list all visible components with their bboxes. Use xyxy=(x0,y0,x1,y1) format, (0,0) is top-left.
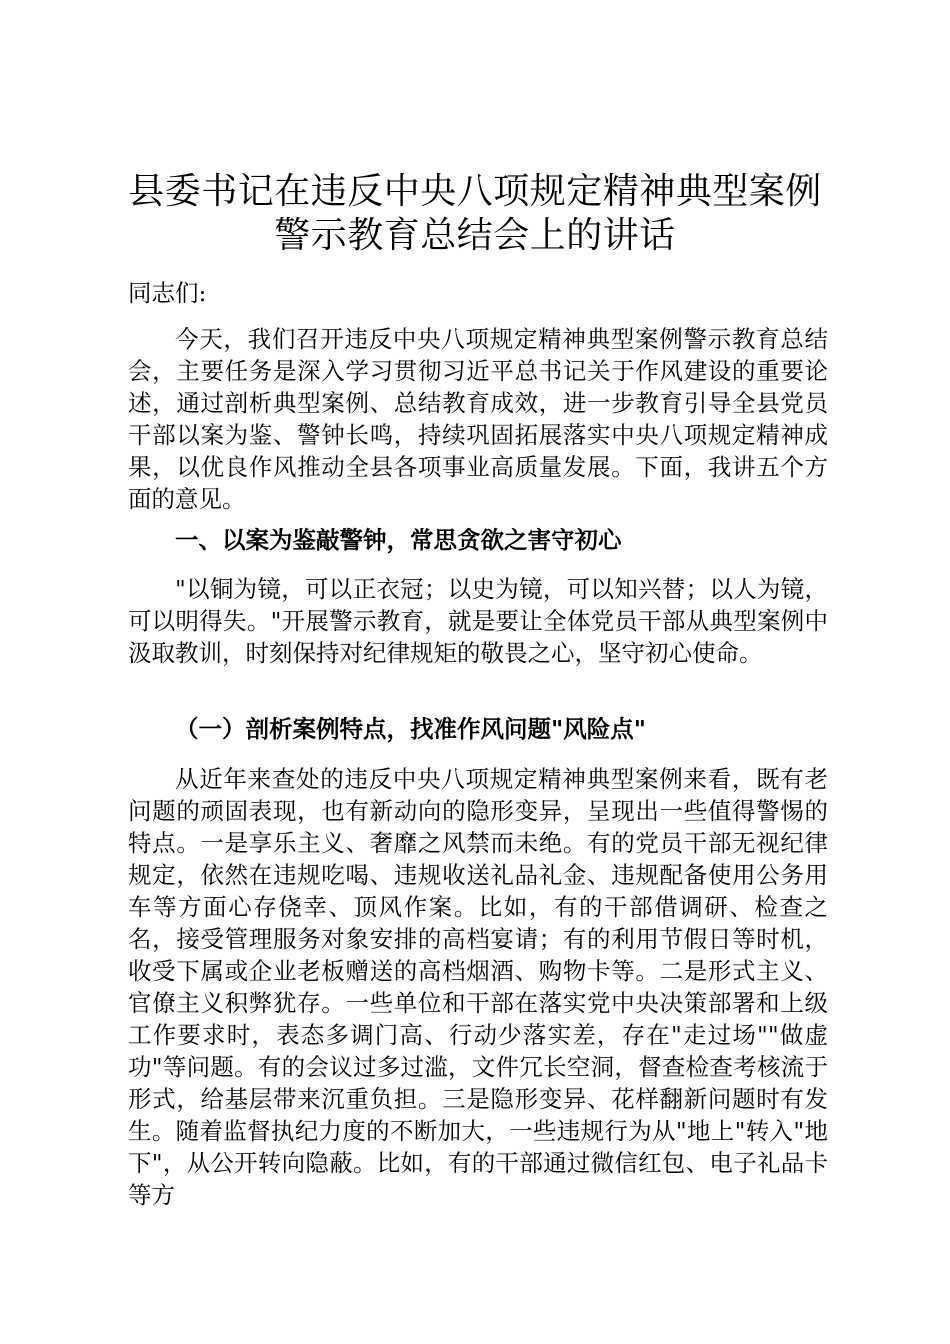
salutation: 同志们: xyxy=(128,279,207,307)
subsection-1-paragraph: 从近年来查处的违反中央八项规定精神典型案例来看，既有老问题的顽固表现，也有新动向的隐形变异，呈现出一些值得警惕的特点。一是享乐主义、奢靡之风禁而未绝。有的党员干部无视纪律规定，依然在违规吃喝、违规收送礼品礼金、违规配备使用公务用车等方面心存侥幸、顶风作案。比如，有的干部借调研、检查之名，接受管理服务对象安排的高档宴请；有的利用节假日等时机，收受下属或企业老板赠送的高档烟酒、购物卡等。二是形式主义、官僚主义积弊犹存。一些单位和干部在落实党中央决策部署和上级工作要求时，表态多调门高、行动少落实差，存在"走过场""做虚功"等问题。有的会议过多过滥，文件冗长空洞，督查检查考核流于形式，给基层带来沉重负担。三是隐形变异、花样翻新问题时有发生。随着监督执纪力度的不断加大，一些违规行为从"地上"转入"地下"，从公开转向隐蔽。比如，有的干部通过微信红包、电子礼品卡等方 xyxy=(128,765,828,1209)
document-title: 县委书记在违反中央八项规定精神典型案例警示教育总结会上的讲话 xyxy=(128,171,822,256)
section-1-heading: 一、以案为鉴敲警钟，常思贪欲之害守初心 xyxy=(175,526,622,554)
intro-paragraph: 今天，我们召开违反中央八项规定精神典型案例警示教育总结会，主要任务是深入学习贯彻习近平总书记关于作风建设的重要论述，通过剖析典型案例、总结教育成效，进一步教育引导全县党员干部以案为鉴、警钟长鸣，持续巩固拓展落实中央八项规定精神成果，以优良作风推动全县各项事业高质量发展。下面，我讲五个方面的意见。 xyxy=(128,325,828,513)
subsection-1-heading: （一）剖析案例特点，找准作风问题"风险点" xyxy=(175,715,646,743)
section-1-paragraph: "以铜为镜，可以正衣冠；以史为镜，可以知兴替；以人为镜，可以明得失。"开展警示教育，就是要让全体党员干部从典型案例中汲取教训，时刻保持对纪律规矩的敬畏之心，坚守初心使命。 xyxy=(128,575,828,667)
